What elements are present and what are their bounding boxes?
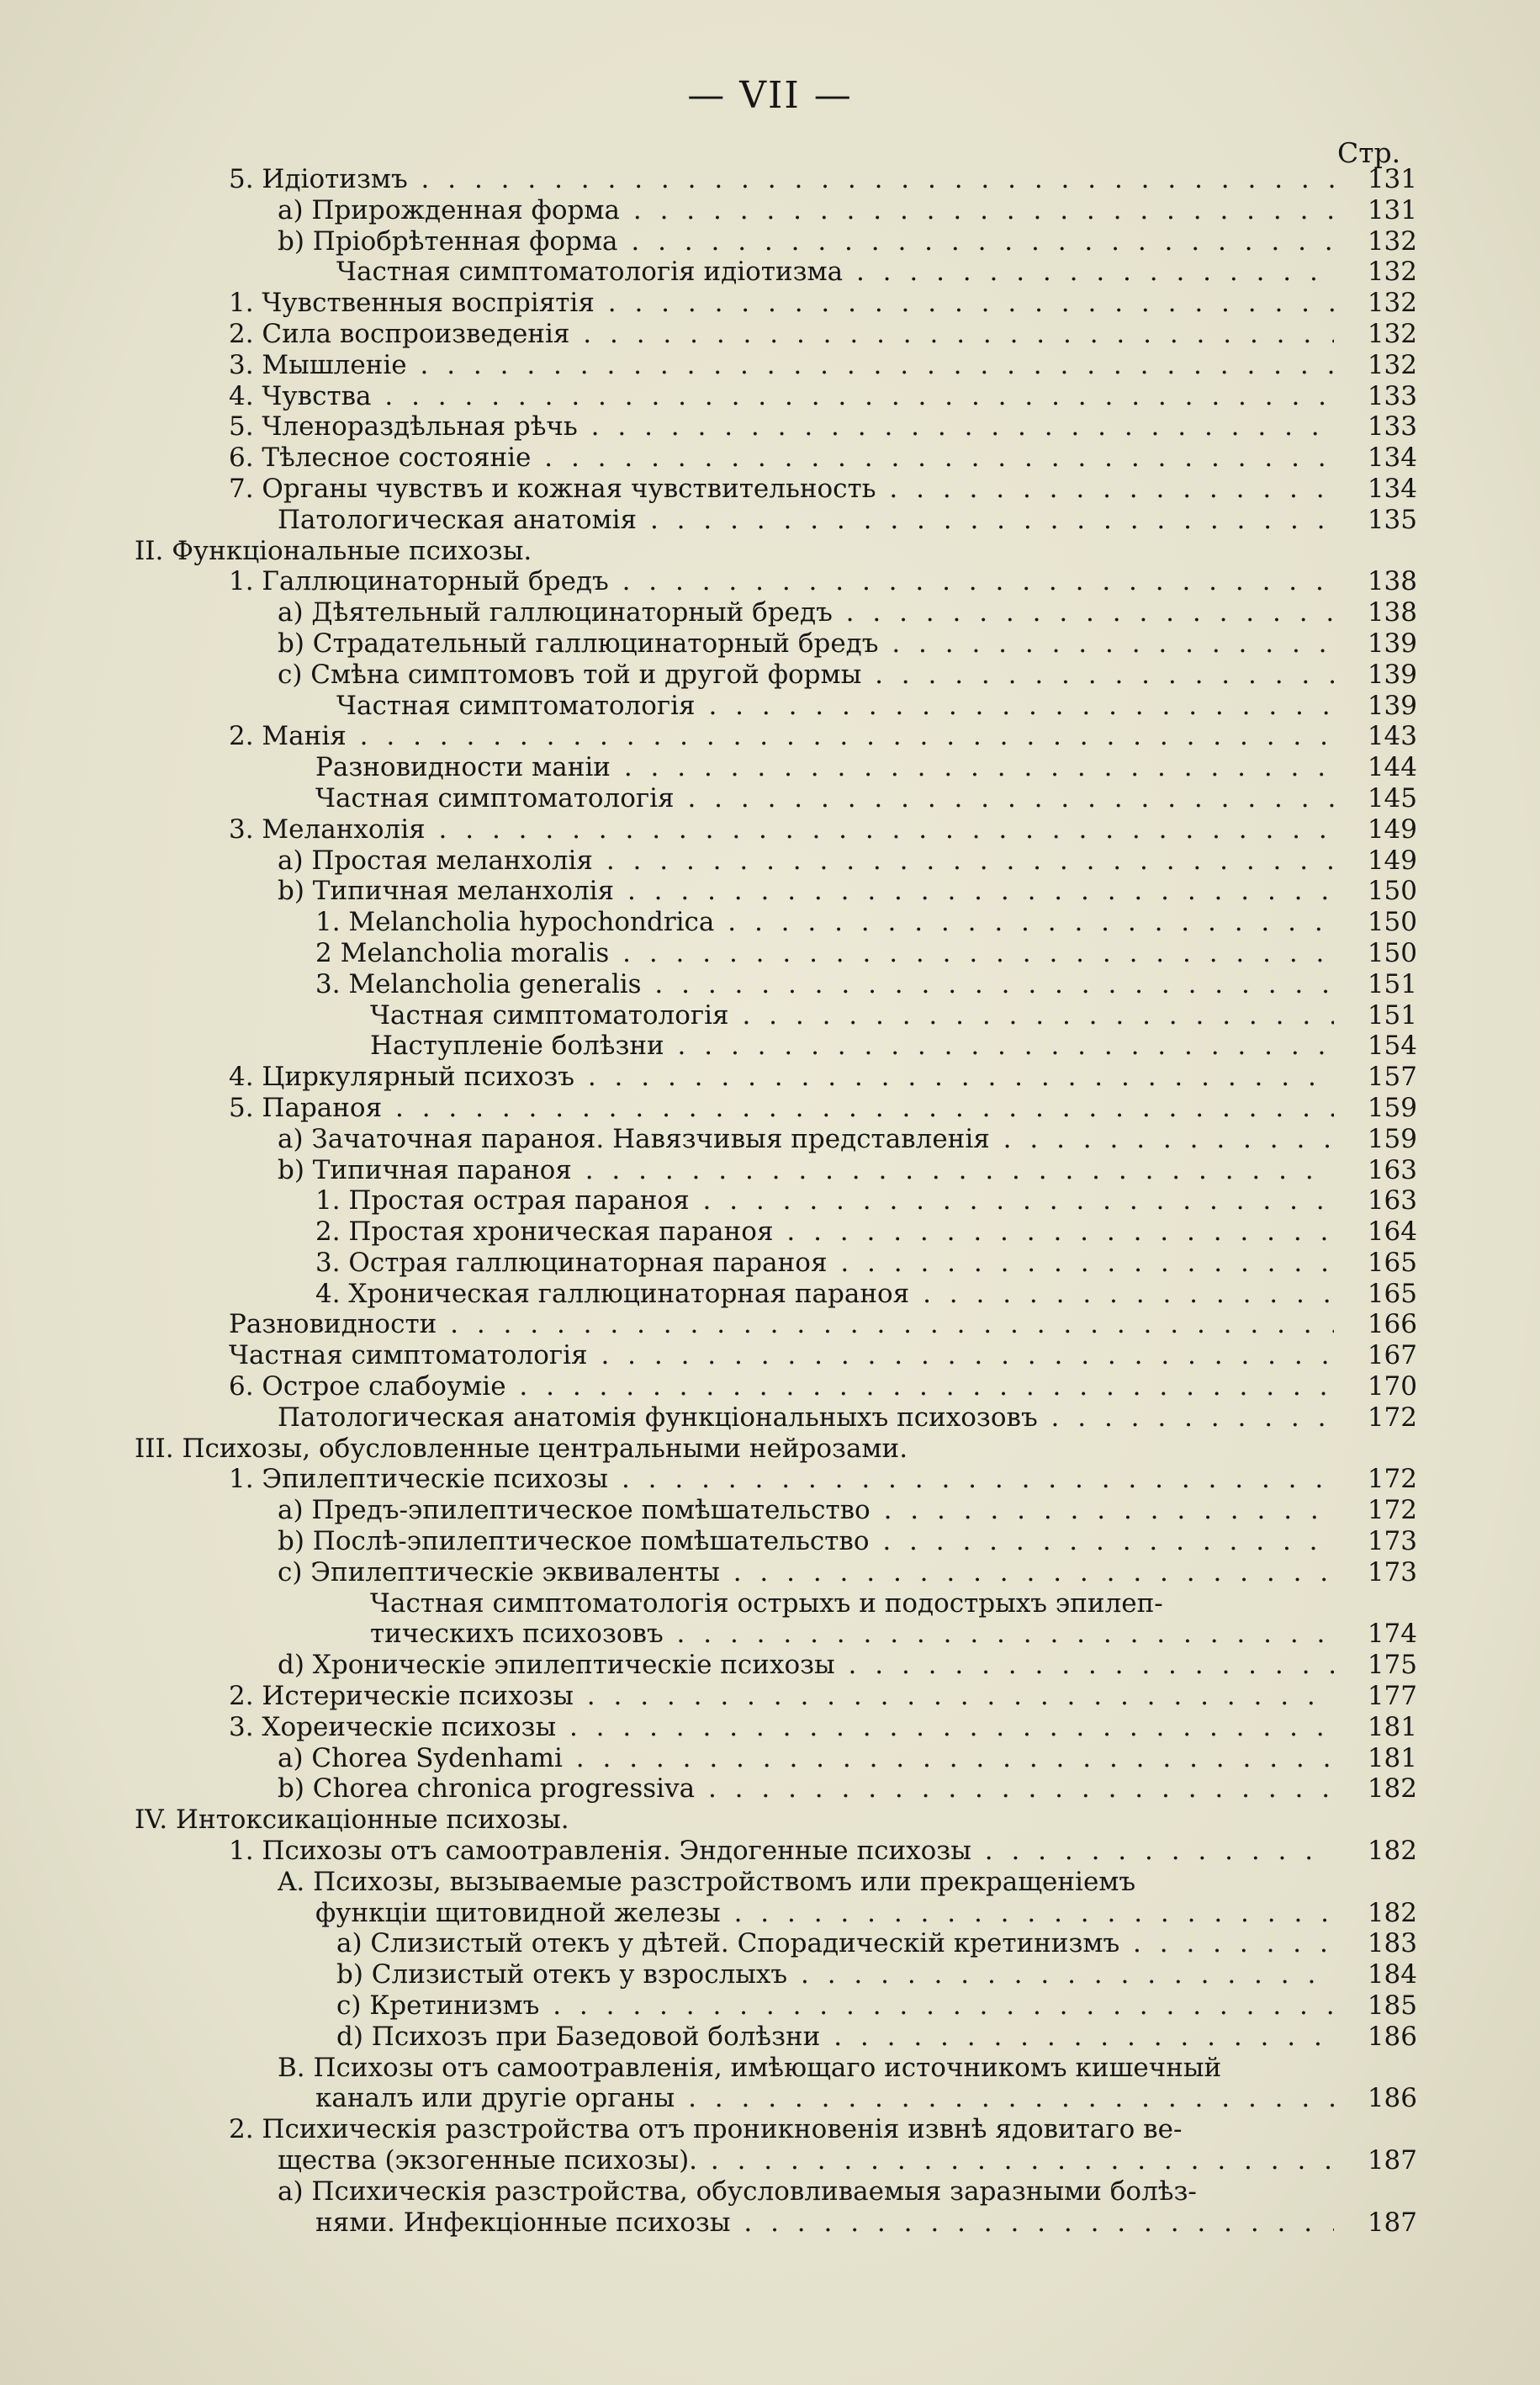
toc-entry-title: b) Типичная параноя . . . <box>278 1155 1334 1186</box>
toc-entry <box>0 2083 1540 2114</box>
toc-entry <box>0 319 1540 350</box>
toc-entry-title: Наступленiе болѣзни . . . <box>370 1031 1334 1062</box>
toc-entry-page: 186 <box>1367 2083 1417 2114</box>
toc-entry <box>0 1990 1540 2022</box>
toc-entry-title: b) Послѣ-эпилептическое помѣшательство . . . <box>278 1526 1334 1557</box>
toc-entry-title: 2 Melancholia moralis . . . <box>315 938 1334 969</box>
table-of-contents <box>0 164 1540 2238</box>
toc-entry <box>0 938 1540 969</box>
page-number: — VII — <box>687 74 853 117</box>
toc-entry-title: b) Типичная меланхолiя . . . <box>278 876 1334 907</box>
toc-entry <box>0 660 1540 691</box>
toc-entry-title: a) Прирожденная форма . . . <box>278 195 1334 226</box>
toc-entry-page: 182 <box>1367 1897 1417 1928</box>
toc-entry <box>0 1216 1540 1248</box>
toc-entry <box>0 969 1540 1000</box>
toc-entry <box>0 411 1540 443</box>
page-column-header: Стр. <box>1337 136 1401 169</box>
toc-entry-title: каналъ или другiе органы . . . <box>315 2083 1334 2114</box>
toc-entry-title: Разновидности . . . <box>229 1309 1334 1340</box>
toc-entry-title: 5. Идiотизмъ . . . <box>229 164 1334 195</box>
toc-entry-page: 163 <box>1367 1154 1417 1185</box>
toc-entry-page: 149 <box>1367 814 1417 845</box>
toc-entry-page: 183 <box>1367 1928 1417 1959</box>
toc-entry-title: 5. Членораздѣльная рѣчь . . . <box>229 411 1334 443</box>
toc-entry-page: 174 <box>1367 1619 1417 1650</box>
toc-entry <box>0 1557 1540 1588</box>
toc-entry-page: 135 <box>1367 504 1417 535</box>
toc-entry-page: 133 <box>1367 380 1417 411</box>
toc-entry <box>0 721 1540 752</box>
toc-entry <box>0 195 1540 226</box>
toc-entry-title: Частная симптоматологiя . . . <box>336 691 1334 722</box>
toc-entry-title: 1. Психозы отъ самоотравленiя. Эндогенные психозы . . . <box>229 1836 1334 1867</box>
toc-entry <box>0 474 1540 505</box>
toc-entry-page: 150 <box>1367 907 1417 938</box>
toc-entry-page: 177 <box>1367 1681 1417 1712</box>
toc-entry-page: 132 <box>1367 288 1417 319</box>
toc-entry <box>0 628 1540 660</box>
toc-entry-page: 175 <box>1367 1650 1417 1681</box>
toc-entry-page: 184 <box>1367 1959 1417 1990</box>
toc-entry-title: a) Психическiя разстройства, обусловливаемыя заразными болѣз- <box>278 2176 1197 2207</box>
toc-entry-page: 185 <box>1367 1990 1417 2022</box>
toc-entry-page: 139 <box>1367 659 1417 690</box>
toc-entry-page: 172 <box>1367 1402 1417 1433</box>
toc-entry-page: 159 <box>1367 1092 1417 1123</box>
toc-entry-title: 2. Сила воспроизведенiя . . . <box>229 319 1334 350</box>
toc-entry-page: 182 <box>1367 1773 1417 1805</box>
toc-entry-page: 157 <box>1367 1062 1417 1093</box>
toc-entry-page: 154 <box>1367 1031 1417 1062</box>
toc-entry <box>0 1836 1540 1867</box>
toc-entry <box>0 1681 1540 1712</box>
toc-entry-page: 150 <box>1367 876 1417 907</box>
toc-entry-page: 138 <box>1367 566 1417 597</box>
toc-entry <box>0 381 1540 412</box>
toc-entry <box>0 226 1540 257</box>
toc-entry <box>0 876 1540 907</box>
toc-entry-title: d) Хроническiе эпилептическiе психозы . . . <box>278 1650 1334 1681</box>
toc-entry <box>0 845 1540 877</box>
toc-entry-title: Патологическая анатомiя . . . <box>278 505 1334 536</box>
toc-entry <box>0 1402 1540 1434</box>
toc-entry-title: 3. Острая галлюцинаторная параноя . . . <box>315 1248 1334 1279</box>
toc-entry-page: 187 <box>1367 2207 1417 2238</box>
toc-entry <box>0 1031 1540 1062</box>
toc-entry-page: 187 <box>1367 2145 1417 2176</box>
toc-entry <box>0 1867 1540 1898</box>
toc-entry <box>0 1093 1540 1124</box>
toc-entry-title: d) Психозъ при Базедовой болѣзни . . . <box>336 2022 1334 2053</box>
toc-entry <box>0 1959 1540 1990</box>
toc-entry-title: 3. Мышленiе . . . <box>229 350 1334 381</box>
toc-entry-title: 1. Галлюцинаторный бредъ . . . <box>229 566 1334 597</box>
toc-entry <box>0 1743 1540 1774</box>
toc-entry-title: Патологическая анатомiя функцiональныхъ психозовъ . . . <box>278 1402 1334 1434</box>
toc-entry-page: 151 <box>1367 968 1417 999</box>
toc-entry-page: 139 <box>1367 628 1417 659</box>
toc-entry <box>0 164 1540 195</box>
toc-entry-title: II. Функцiональные психозы. <box>135 535 532 566</box>
toc-entry-title: 2. Истерическiе психозы . . . <box>229 1681 1334 1712</box>
toc-entry <box>0 505 1540 536</box>
toc-entry <box>0 443 1540 474</box>
toc-entry <box>0 2145 1540 2176</box>
toc-entry-title: Частная симптоматологiя острыхъ и подострыхъ эпилеп- <box>370 1587 1163 1619</box>
toc-entry <box>0 1898 1540 1929</box>
toc-entry <box>0 691 1540 722</box>
toc-entry-page: 165 <box>1367 1278 1417 1309</box>
toc-entry-page: 134 <box>1367 473 1417 504</box>
toc-entry-page: 133 <box>1367 411 1417 443</box>
toc-entry-page: 167 <box>1367 1340 1417 1371</box>
toc-entry-title: a) Слизистый отекъ у дѣтей. Спорадическiй кретинизмъ . . . <box>336 1928 1334 1959</box>
toc-entry-title: Частная симптоматологiя . . . <box>315 783 1334 814</box>
toc-entry-page: 172 <box>1367 1495 1417 1526</box>
toc-entry-title: 1. Melancholia hypochondrica . . . <box>315 907 1334 938</box>
toc-entry <box>0 1773 1540 1805</box>
toc-entry-title: 4. Хроническая галлюцинаторная параноя . . . <box>315 1279 1334 1310</box>
toc-entry-page: 181 <box>1367 1742 1417 1773</box>
toc-entry <box>0 907 1540 938</box>
toc-entry-title: 7. Органы чувствъ и кожная чувствительность . . . <box>229 474 1334 505</box>
toc-entry <box>0 752 1540 783</box>
toc-entry-title: Частная симптоматологiя . . . <box>370 1000 1334 1031</box>
toc-entry-page: 151 <box>1367 999 1417 1031</box>
toc-entry-title: 2. Простая хроническая параноя . . . <box>315 1216 1334 1248</box>
toc-entry <box>0 1526 1540 1557</box>
toc-entry-title: 5. Параноя . . . <box>229 1093 1334 1124</box>
toc-entry <box>0 1000 1540 1031</box>
toc-entry <box>0 350 1540 381</box>
toc-entry-page: 150 <box>1367 937 1417 968</box>
toc-entry-title: 3. Меланхолiя . . . <box>229 814 1334 845</box>
toc-entry <box>0 814 1540 845</box>
toc-entry-title: нями. Инфекцiонные психозы . . . <box>315 2207 1334 2239</box>
toc-entry <box>0 1155 1540 1186</box>
toc-entry-page: 131 <box>1367 194 1417 225</box>
toc-entry-title: щества (экзогенные психозы). . . . <box>278 2145 1334 2176</box>
toc-entry <box>0 1340 1540 1371</box>
toc-entry <box>0 1805 1540 1836</box>
toc-entry <box>0 2022 1540 2053</box>
toc-entry-page: 149 <box>1367 845 1417 876</box>
toc-entry <box>0 1712 1540 1743</box>
toc-entry-title: 6. Тѣлесное состоянiе . . . <box>229 443 1334 474</box>
toc-entry <box>0 1588 1540 1619</box>
toc-entry-page: 143 <box>1367 721 1417 752</box>
toc-entry-page: 134 <box>1367 443 1417 474</box>
toc-entry-title: Частная симптоматологiя идiотизма . . . <box>336 257 1334 288</box>
toc-entry-title: A. Психозы, вызываемые разстройствомъ или прекращенiемъ <box>278 1866 1136 1897</box>
toc-entry-title: тическихъ психозовъ . . . <box>370 1619 1334 1650</box>
toc-entry <box>0 1464 1540 1495</box>
toc-entry <box>0 1371 1540 1402</box>
toc-entry-title: функцiи щитовидной железы . . . <box>315 1898 1334 1929</box>
toc-entry-page: 132 <box>1367 349 1417 380</box>
toc-entry-title: Частная симптоматологiя . . . <box>229 1340 1334 1371</box>
toc-entry <box>0 1062 1540 1093</box>
toc-entry-title: 3. Melancholia generalis . . . <box>315 969 1334 1000</box>
toc-entry-title: 2. Манiя . . . <box>229 721 1334 752</box>
toc-entry <box>0 1650 1540 1681</box>
toc-entry-title: 2. Психическiя разстройства отъ проникновенiя извнѣ ядовитаго ве- <box>229 2114 1183 2145</box>
toc-entry-title: 4. Чувства . . . <box>229 381 1334 412</box>
toc-entry-page: 145 <box>1367 782 1417 814</box>
toc-entry-title: 4. Циркулярный психозъ . . . <box>229 1062 1334 1093</box>
toc-entry-page: 172 <box>1367 1464 1417 1495</box>
toc-entry <box>0 597 1540 628</box>
toc-entry-title: 6. Острое слабоумiе . . . <box>229 1371 1334 1402</box>
toc-entry <box>0 2176 1540 2207</box>
toc-entry <box>0 1279 1540 1310</box>
toc-entry <box>0 1185 1540 1216</box>
toc-entry-page: 131 <box>1367 164 1417 194</box>
toc-entry-title: c) Кретинизмъ . . . <box>336 1990 1334 2022</box>
toc-entry-page: 186 <box>1367 2021 1417 2052</box>
toc-entry-title: a) Простая меланхолiя . . . <box>278 845 1334 877</box>
toc-entry-page: 144 <box>1367 752 1417 783</box>
toc-entry <box>0 1619 1540 1650</box>
toc-entry-title: a) Предъ-эпилептическое помѣшательство . . . <box>278 1495 1334 1526</box>
toc-entry-page: 173 <box>1367 1556 1417 1587</box>
toc-entry-title: a) Дѣятельный галлюцинаторный бредъ . . . <box>278 597 1334 628</box>
toc-entry-title: b) Слизистый отекъ у взрослыхъ . . . <box>336 1959 1334 1990</box>
toc-entry <box>0 1434 1540 1465</box>
toc-entry-page: 182 <box>1367 1836 1417 1867</box>
toc-entry-title: c) Смѣна симптомовъ той и другой формы . . . <box>278 660 1334 691</box>
toc-entry <box>0 2114 1540 2145</box>
toc-entry <box>0 257 1540 288</box>
toc-entry-page: 132 <box>1367 225 1417 257</box>
toc-entry <box>0 2053 1540 2084</box>
toc-entry-page: 181 <box>1367 1711 1417 1742</box>
toc-entry-title: 1. Чувственныя воспрiятiя . . . <box>229 288 1334 319</box>
toc-entry <box>0 1124 1540 1155</box>
toc-entry-page: 132 <box>1367 257 1417 288</box>
toc-entry-page: 173 <box>1367 1526 1417 1557</box>
toc-entry-title: c) Эпилептическiе эквиваленты . . . <box>278 1557 1334 1588</box>
toc-entry-page: 132 <box>1367 318 1417 349</box>
toc-entry-title: b) Прiобрѣтенная форма . . . <box>278 226 1334 257</box>
toc-entry-page: 166 <box>1367 1309 1417 1340</box>
toc-entry-page: 165 <box>1367 1247 1417 1278</box>
toc-entry-title: B. Психозы отъ самоотравленiя, имѣющаго источникомъ кишечный <box>278 2052 1222 2083</box>
toc-entry <box>0 1495 1540 1526</box>
toc-entry-title: 1. Эпилептическiе психозы . . . <box>229 1464 1334 1495</box>
toc-entry-title: Разновидности манiи . . . <box>315 752 1334 783</box>
toc-entry <box>0 288 1540 319</box>
toc-entry-page: 139 <box>1367 690 1417 721</box>
toc-entry <box>0 1248 1540 1279</box>
toc-entry <box>0 536 1540 567</box>
toc-entry-title: 1. Простая острая параноя . . . <box>315 1185 1334 1216</box>
toc-entry-page: 164 <box>1367 1216 1417 1248</box>
toc-entry <box>0 1928 1540 1959</box>
toc-entry-title: IV. Интоксикацiонные психозы. <box>135 1805 569 1836</box>
toc-entry-page: 170 <box>1367 1371 1417 1402</box>
toc-entry-title: III. Психозы, обусловленные центральными нейрозами. <box>135 1433 908 1464</box>
toc-entry-title: a) Chorea Sydenhami . . . <box>278 1743 1334 1774</box>
toc-entry-title: 3. Хореическiе психозы . . . <box>229 1712 1334 1743</box>
toc-entry-page: 159 <box>1367 1123 1417 1154</box>
toc-entry <box>0 1309 1540 1340</box>
toc-entry-page: 138 <box>1367 597 1417 628</box>
toc-entry-page: 163 <box>1367 1185 1417 1216</box>
toc-entry <box>0 566 1540 597</box>
toc-entry <box>0 2207 1540 2239</box>
toc-entry-title: a) Зачаточная параноя. Навязчивыя представленiя . . . <box>278 1124 1334 1155</box>
toc-entry-title: b) Chorea chronica progressiva . . . <box>278 1773 1334 1805</box>
toc-entry <box>0 783 1540 814</box>
toc-entry-title: b) Страдательный галлюцинаторный бредъ . . . <box>278 628 1334 660</box>
